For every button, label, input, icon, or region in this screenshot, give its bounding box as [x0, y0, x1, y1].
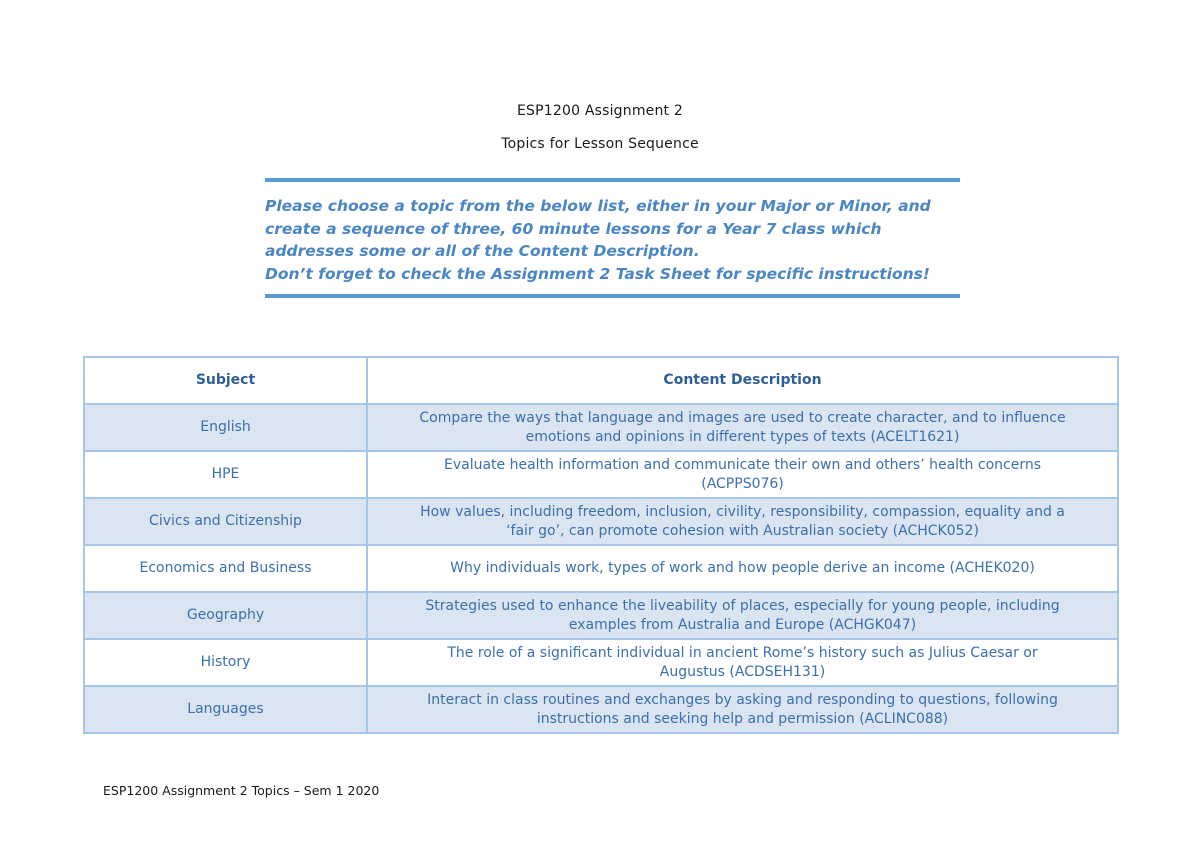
description-line: Interact in class routines and exchanges by asking and responding to questions, following — [427, 691, 1058, 708]
content-description-cell — [367, 545, 1118, 592]
subject-cell: Economics and Business — [84, 545, 367, 592]
content-description-column-header: Content Description — [367, 357, 1118, 404]
subject-cell: HPE — [84, 451, 367, 498]
instructions-line: Please choose a topic from the below list, either in your Major or Minor, and — [265, 197, 931, 215]
table-row — [84, 498, 1118, 545]
content-description-cell — [367, 639, 1118, 686]
description-line: The role of a significant individual in ancient Rome’s history such as Julius Caesar or — [447, 644, 1038, 661]
description-line: (ACPPS076) — [701, 475, 784, 492]
description-line: Why individuals work, types of work and how people derive an income (ACHEK020) — [450, 560, 1035, 576]
description-line: How values, including freedom, inclusion, civility, responsibility, compassion, equality and a — [420, 503, 1065, 520]
table-row — [84, 639, 1118, 686]
content-description-cell — [367, 404, 1118, 451]
subject-cell: Geography — [84, 592, 367, 639]
subject-cell: Languages — [84, 686, 367, 733]
description-line: emotions and opinions in different types of texts (ACELT1621) — [525, 428, 960, 445]
subject-cell: English — [84, 404, 367, 451]
description-line: Augustus (ACDSEH131) — [659, 663, 826, 680]
instructions-text — [265, 195, 955, 285]
subject-cell: Civics and Citizenship — [84, 498, 367, 545]
table-row — [84, 686, 1118, 733]
table-header-row — [84, 357, 1118, 404]
document-title: ESP1200 Assignment 2 — [516, 103, 684, 119]
description-line: Compare the ways that language and images are used to create character, and to influence — [419, 409, 1066, 426]
subject-column-header: Subject — [84, 357, 367, 404]
description-line: ‘fair go’, can promote cohesion with Australian society (ACHCK052) — [506, 522, 979, 539]
page-footer: ESP1200 Assignment 2 Topics – Sem 1 2020 — [103, 783, 380, 798]
description-line: instructions and seeking help and permission (ACLINC088) — [536, 710, 949, 727]
table-row — [84, 451, 1118, 498]
instructions-line: Don’t forget to check the Assignment 2 Task Sheet for specific instructions! — [265, 264, 930, 283]
content-description-cell — [367, 686, 1118, 733]
table-row — [84, 545, 1118, 592]
content-description-cell — [367, 498, 1118, 545]
description-line: Evaluate health information and communicate their own and others’ health concerns — [444, 456, 1041, 473]
instructions-line: addresses some or all of the Content Description. — [265, 242, 700, 260]
document-subtitle: Topics for Lesson Sequence — [501, 136, 699, 152]
table-row — [84, 592, 1118, 639]
content-description-cell — [367, 451, 1118, 498]
description-line: examples from Australia and Europe (ACHGK047) — [568, 616, 917, 633]
topics-table — [83, 356, 1119, 734]
subject-cell: History — [84, 639, 367, 686]
table-row — [84, 404, 1118, 451]
content-description-cell — [367, 592, 1118, 639]
description-line: Strategies used to enhance the liveability of places, especially for young people, including — [425, 597, 1060, 614]
instructions-line: create a sequence of three, 60 minute lessons for a Year 7 class which — [265, 219, 882, 238]
instructions-callout — [265, 178, 960, 298]
